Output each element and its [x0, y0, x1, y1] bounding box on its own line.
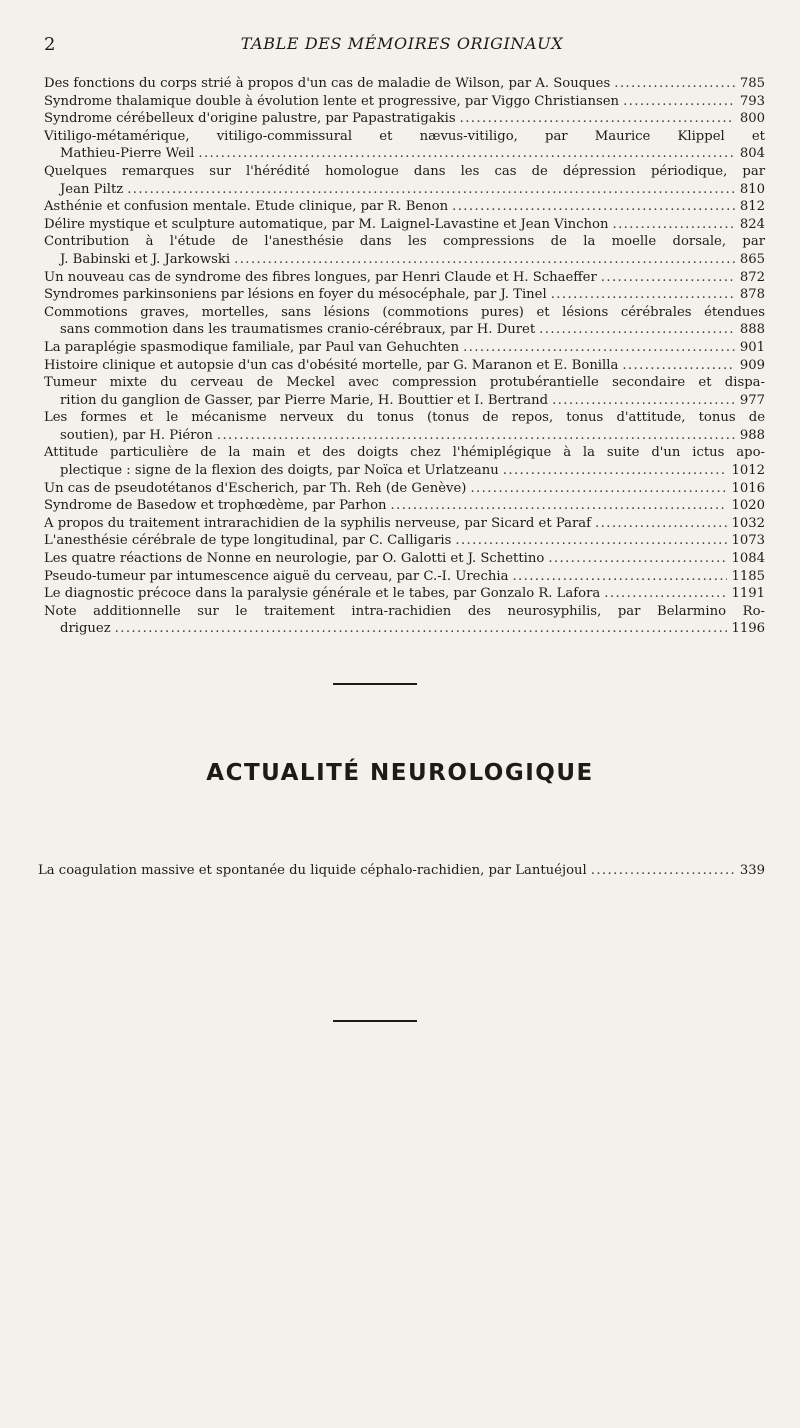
entry-line-last: [44, 515, 765, 533]
toc-entry: [44, 374, 765, 409]
toc-entry: [44, 409, 765, 444]
page-ref: 988: [739, 427, 765, 443]
entry-text: Syndromes parkinsoniens par lésions en foyer du mésocéphale, par J. Tinel: [44, 287, 547, 303]
section-title: ACTUALITÉ NEUROLOGIQUE: [206, 760, 594, 786]
page-ref: 810: [739, 181, 765, 197]
entry-text: Commotions graves, mortelles, sans lésions (commotions pures) et lésions cérébrales étendues: [44, 304, 765, 320]
entry-line: [44, 128, 765, 146]
entry-text: Quelques remarques sur l'hérédité homologue dans les cas de dépression périodique, par: [44, 163, 765, 179]
page-ref: 1196: [731, 621, 765, 637]
leader-dots: [552, 392, 735, 410]
toc-entry: [44, 568, 765, 586]
leader-dots: [127, 181, 735, 199]
leader-dots: [391, 497, 728, 515]
toc-entry: [44, 603, 765, 638]
entry-line: [44, 603, 765, 621]
leader-dots: [595, 515, 727, 533]
entry-text: rition du ganglion de Gasser, par Pierre Marie, H. Bouttier et I. Bertrand: [60, 392, 549, 408]
page-ref: 812: [739, 199, 765, 215]
toc-entry: [44, 532, 765, 550]
leader-dots: [115, 620, 728, 638]
leader-dots: [551, 286, 735, 304]
page-ref: 1020: [731, 498, 765, 514]
entry-line-last: [44, 321, 765, 339]
entry-line-last: [44, 427, 765, 445]
entry-line-last: [38, 862, 765, 880]
leader-dots: [452, 198, 735, 216]
entry-line-last: [44, 251, 765, 269]
page-ref: 824: [739, 216, 765, 232]
leader-dots: [470, 480, 727, 498]
toc-entry: [44, 497, 765, 515]
entry-line-last: [44, 339, 765, 357]
entry-line-last: [44, 286, 765, 304]
entry-line-last: [44, 269, 765, 287]
entry-text: Les quatre réactions de Nonne en neurologie, par O. Galotti et J. Schettino: [44, 551, 545, 567]
page-ref: 977: [739, 392, 765, 408]
entry-text: Attitude particulière de la main et des doigts chez l'hémiplégique à la suite d'un ictus apo-: [44, 445, 765, 461]
leader-dots: [591, 862, 735, 880]
toc-entry: [44, 286, 765, 304]
leader-dots: [455, 532, 727, 550]
entry-line: [44, 374, 765, 392]
toc-entry: [44, 128, 765, 163]
entry-text: Note additionnelle sur le traitement intra-rachidien des neurosyphilis, par Belarmino Ro-: [44, 603, 765, 619]
leader-dots: [512, 568, 727, 586]
running-title: TABLE DES MÉMOIRES ORIGINAUX: [240, 34, 564, 53]
toc-entry: [44, 216, 765, 234]
entry-line-last: [44, 568, 765, 586]
toc-entry: [44, 304, 765, 339]
entry-line-last: [44, 181, 765, 199]
entry-line: [44, 163, 765, 181]
toc-entry: [38, 862, 765, 880]
page-ref: 1016: [731, 480, 765, 496]
page-ref: 339: [739, 863, 765, 878]
toc-entry: [44, 444, 765, 479]
entry-line-last: [44, 357, 765, 375]
page-ref: 1032: [731, 515, 765, 531]
entry-text: Contribution à l'étude de l'anesthésie dans les compressions de la moelle dorsale, par: [44, 234, 765, 250]
entry-text: J. Babinski et J. Jarkowski: [60, 251, 231, 267]
entry-line-last: [44, 462, 765, 480]
toc-entry: [44, 198, 765, 216]
page-ref: 1012: [731, 463, 765, 479]
leader-dots: [548, 550, 727, 568]
entry-text: Tumeur mixte du cerveau de Meckel avec compression protubérantielle secondaire et dispa-: [44, 375, 765, 391]
leader-dots: [198, 145, 735, 163]
page-ref: 909: [739, 357, 765, 373]
page-ref: 865: [739, 251, 765, 267]
entry-line-last: [44, 550, 765, 568]
entry-text: Pseudo-tumeur par intumescence aiguë du cerveau, par C.-I. Urechia: [44, 568, 509, 584]
toc-entry: [44, 269, 765, 287]
entry-line-last: [44, 145, 765, 163]
leader-dots: [234, 251, 735, 269]
entry-text: Syndrome thalamique double à évolution lente et progressive, par Viggo Christiansen: [44, 93, 620, 109]
entry-text: A propos du traitement intrarachidien de la syphilis nerveuse, par Sicard et Paraf: [44, 515, 592, 531]
entry-line: [44, 444, 765, 462]
entry-text: Syndrome de Basedow et trophœdème, par Parhon: [44, 498, 387, 514]
page-ref: 1073: [731, 533, 765, 549]
entry-text: La coagulation massive et spontanée du liquide céphalo-rachidien, par Lantuéjoul: [38, 863, 587, 878]
leader-dots: [460, 110, 735, 128]
toc-entry: [44, 163, 765, 198]
leader-dots: [614, 75, 735, 93]
leader-dots: [463, 339, 735, 357]
entry-line: [44, 233, 765, 251]
page-ref: 800: [739, 111, 765, 127]
toc-entry: [44, 480, 765, 498]
toc-entry: [44, 339, 765, 357]
toc-entry: [44, 110, 765, 128]
entry-text: La paraplégie spasmodique familiale, par Paul van Gehuchten: [44, 339, 460, 355]
entry-text: Syndrome cérébelleux d'origine palustre, par Papastratigakis: [44, 111, 456, 127]
entry-text: soutien), par H. Piéron: [60, 427, 213, 443]
section-entries: [38, 862, 765, 880]
entry-line-last: [44, 93, 765, 111]
divider-rule: [333, 683, 417, 685]
entry-text: Mathieu-Pierre Weil: [60, 146, 195, 162]
page-ref: 901: [739, 339, 765, 355]
entry-line-last: [44, 110, 765, 128]
entry-line-last: [44, 480, 765, 498]
entry-line-last: [44, 585, 765, 603]
entry-text: Vitiligo-métamérique, vitiligo-commissural et nævus-vitiligo, par Maurice Klippel et: [44, 128, 765, 144]
entry-line-last: [44, 392, 765, 410]
leader-dots: [604, 585, 727, 603]
leader-dots: [539, 321, 735, 339]
toc-entry: [44, 550, 765, 568]
entry-line-last: [44, 532, 765, 550]
entry-text: L'anesthésie cérébrale de type longitudinal, par C. Calligaris: [44, 533, 452, 549]
entry-line: [44, 409, 765, 427]
entry-line-last: [44, 75, 765, 93]
toc-entry: [44, 233, 765, 268]
entry-text: Des fonctions du corps strié à propos d'un cas de maladie de Wilson, par A. Souques: [44, 76, 611, 91]
page-ref: 1191: [731, 586, 765, 602]
entry-line-last: [44, 497, 765, 515]
leader-dots: [217, 427, 735, 445]
page-ref: 804: [739, 146, 765, 162]
entry-text: Délire mystique et sculpture automatique, par M. Laignel-Lavastine et Jean Vinchon: [44, 216, 609, 232]
toc-entry: [44, 357, 765, 375]
leader-dots: [622, 357, 735, 375]
table-of-contents: [44, 75, 765, 638]
toc-entry: [44, 515, 765, 533]
toc-entry: [44, 585, 765, 603]
entry-line: [44, 304, 765, 322]
page-ref: 872: [739, 269, 765, 285]
leader-dots: [601, 269, 735, 287]
entry-text: Le diagnostic précoce dans la paralysie générale et le tabes, par Gonzalo R. Lafora: [44, 586, 601, 602]
leader-dots: [623, 93, 735, 111]
entry-text: sans commotion dans les traumatismes cranio-cérébraux, par H. Duret: [60, 322, 536, 338]
entry-text: Les formes et le mécanisme nerveux du tonus (tonus de repos, tonus d'attitude, tonus de: [44, 410, 765, 426]
entry-text: Jean Piltz: [60, 181, 124, 197]
entry-text: plectique : signe de la flexion des doigts, par Noïca et Urlatzeanu: [60, 463, 499, 479]
leader-dots: [503, 462, 728, 480]
page-number: 2: [44, 34, 56, 55]
divider-rule: [333, 1020, 417, 1022]
entry-text: Asthénie et confusion mentale. Etude clinique, par R. Benon: [44, 199, 449, 215]
page-ref: 1084: [731, 551, 765, 567]
page-ref: 1185: [731, 568, 765, 584]
entry-text: driguez: [60, 621, 111, 637]
toc-entry: [44, 93, 765, 111]
toc-entry: [44, 75, 765, 93]
page-ref: 888: [739, 322, 765, 338]
entry-text: Un cas de pseudotétanos d'Escherich, par Th. Reh (de Genève): [44, 480, 467, 496]
leader-dots: [612, 216, 735, 234]
entry-text: Un nouveau cas de syndrome des fibres longues, par Henri Claude et H. Schaeffer: [44, 269, 597, 285]
entry-line-last: [44, 620, 765, 638]
entry-line-last: [44, 216, 765, 234]
page-ref: 793: [739, 93, 765, 109]
page-ref: 785: [739, 76, 765, 91]
page-ref: 878: [739, 287, 765, 303]
page-header: [44, 34, 760, 56]
entry-line-last: [44, 198, 765, 216]
entry-text: Histoire clinique et autopsie d'un cas d'obésité mortelle, par G. Maranon et E. Bonilla: [44, 357, 619, 373]
